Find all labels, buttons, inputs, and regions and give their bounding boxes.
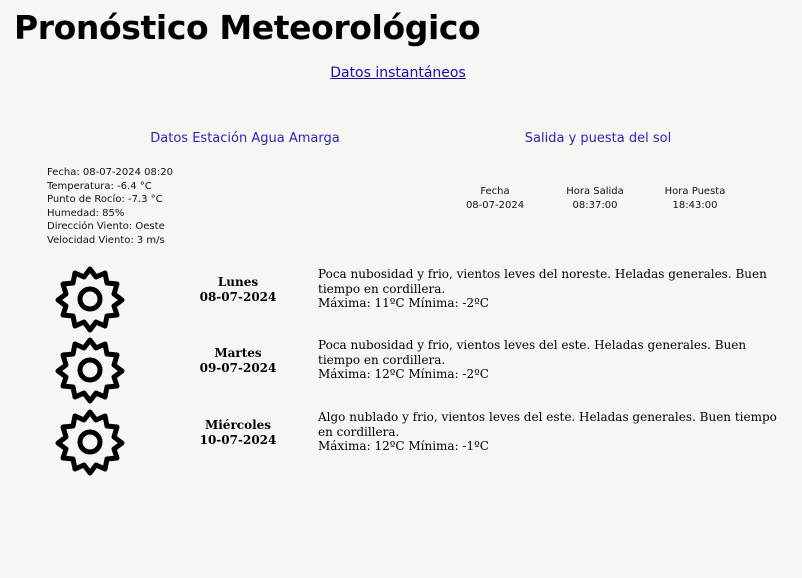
sun-header-sunrise: Hora Salida [566,186,624,197]
forecast-date: 08-07-2024 [199,290,277,304]
sun-section-title: Salida y puesta del sol [524,131,672,146]
sun-table-header [445,185,745,199]
forecast-description [318,267,790,311]
forecast-text: Poca nubosidad y frio, vientos leves del noreste. Heladas generales. Buen tiempo en cordillera. [318,267,767,296]
page-title: Pronóstico Meteorológico [14,8,481,47]
station-wind-speed: Velocidad Viento: 3 m/s [47,234,165,246]
gear-icon [54,263,126,335]
gear-icon [54,334,126,406]
forecast-temps: Máxima: 12ºC Mínima: -1ºC [318,439,489,453]
instant-data-link[interactable]: Datos instantáneos [330,65,466,81]
sun-table-row [445,199,745,213]
forecast-text: Poca nubosidad y frio, vientos leves del este. Heladas generales. Buen tiempo en cordillera. [318,338,747,367]
forecast-day-name: Miércoles [204,418,272,432]
station-section-title: Datos Estación Agua Amarga [150,131,340,146]
station-wind-direction: Dirección Viento: Oeste [47,221,165,232]
station-dew-point: Punto de Rocío: -7.3 °C [47,194,163,205]
forecast-temps: Máxima: 11ºC Mínima: -2ºC [318,296,489,310]
forecast-day [188,418,288,448]
station-info [47,166,173,247]
forecast-text: Algo nublado y frio, vientos leves del este. Heladas generales. Buen tiempo en cordillera. [318,410,777,439]
sun-date: 08-07-2024 [465,200,525,211]
sun-header-sunset: Hora Puesta [664,186,726,197]
sun-sunrise: 08:37:00 [572,200,618,211]
forecast-day [188,275,288,305]
forecast-row [0,410,802,480]
gear-icon [54,406,126,478]
forecast-day-name: Martes [214,346,262,360]
forecast-temps: Máxima: 12ºC Mínima: -2ºC [318,367,489,381]
forecast-description [318,410,790,454]
station-date: Fecha: 08-07-2024 08:20 [47,167,173,178]
forecast-row [0,338,802,408]
station-temperature: Temperatura: -6.4 °C [47,180,152,192]
forecast-description [318,338,790,382]
forecast-day [188,346,288,376]
sun-table [445,185,745,213]
sun-header-date: Fecha [480,186,510,197]
forecast-date: 10-07-2024 [199,433,277,447]
forecast-day-name: Lunes [217,275,259,289]
sun-sunset: 18:43:00 [672,200,718,211]
station-humidity: Humedad: 85% [47,207,125,219]
forecast-row [0,267,802,337]
forecast-date: 09-07-2024 [199,361,277,375]
